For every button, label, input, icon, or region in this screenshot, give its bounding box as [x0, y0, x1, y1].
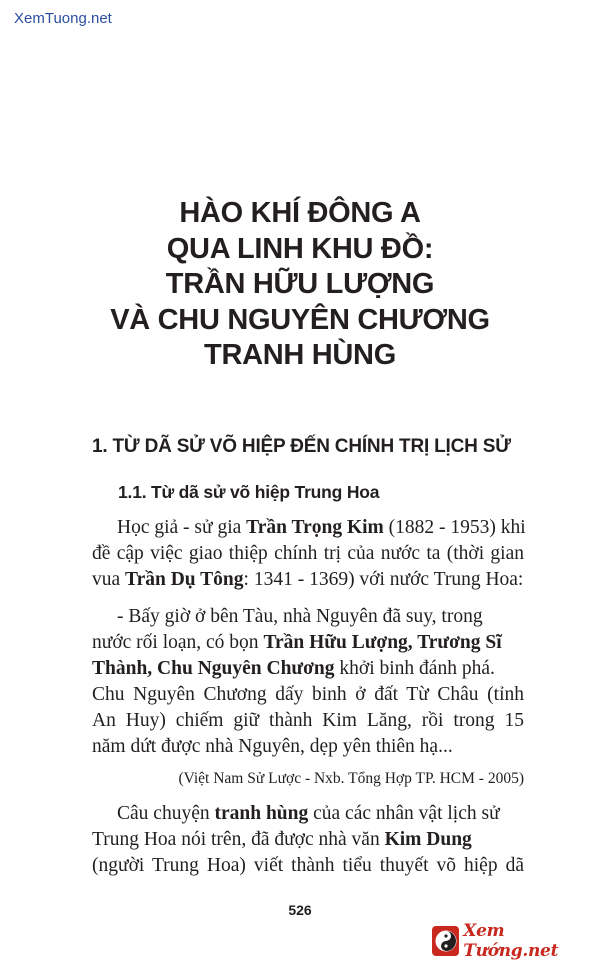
citation: (Việt Nam Sử Lược - Nxb. Tổng Hợp TP. HCM - 2005)	[178, 770, 524, 787]
bold-name: Trần Hữu Lượng, Trương Sĩ	[263, 632, 502, 653]
bold-name: Kim Dung	[384, 829, 472, 850]
text-line: - Bấy giờ ở bên Tàu, nhà Nguyên đã suy, trong	[117, 606, 483, 627]
text-run: Học giả - sử gia	[117, 517, 247, 538]
bold-name: Trần Trọng Kim	[246, 517, 384, 538]
text-line	[92, 630, 502, 656]
text-line	[117, 515, 526, 541]
text-line: (người Trung Hoa) viết thành tiểu thuyết võ hiệp dã	[92, 855, 524, 876]
chapter-title	[0, 196, 600, 374]
text-run: Trung Hoa nói trên, đã được nhà văn	[92, 829, 385, 850]
text-run: : 1341 - 1369) với nước Trung Hoa:	[243, 569, 524, 590]
yin-yang-icon	[432, 926, 459, 956]
bold-name: Trần Dụ Tông	[125, 569, 244, 590]
text-line	[92, 656, 495, 682]
text-line	[117, 801, 500, 827]
title-line: TRẦN HỮU LƯỢNG	[165, 268, 435, 300]
text-run: (1882 - 1953) khi	[383, 517, 526, 538]
site-logo	[432, 920, 592, 962]
text-run: khởi binh đánh phá.	[334, 658, 495, 679]
text-run: Câu chuyện	[117, 803, 215, 824]
title-line: VÀ CHU NGUYÊN CHƯƠNG	[110, 303, 490, 336]
text-line: năm dứt được nhà Nguyên, dẹp yên thiên hạ...	[92, 736, 453, 757]
bold-name: Thành, Chu Nguyên Chương	[92, 658, 335, 679]
text-line: Chu Nguyên Chương dấy binh ở đất Từ Châu (tỉnh	[92, 684, 524, 705]
title-line: QUA LINH KHU ĐỒ:	[166, 232, 434, 265]
text-run: của các nhân vật lịch sử	[308, 803, 500, 824]
text-line: đề cập việc giao thiệp chính trị của nước ta (thời gian	[92, 543, 524, 564]
title-line: TRANH HÙNG	[204, 339, 396, 371]
logo-text: Xem Tướng.net	[463, 921, 559, 961]
text-line	[92, 567, 523, 593]
text-line: An Huy) chiếm giữ thành Kim Lăng, rồi trong 15	[92, 710, 524, 731]
watermark-top: XemTuong.net	[14, 10, 112, 27]
title-line: HÀO KHÍ ĐÔNG A	[179, 197, 421, 229]
text-run: vua	[92, 569, 126, 590]
bold-name: tranh hùng	[214, 803, 309, 824]
section-heading: 1. TỪ DÃ SỬ VÕ HIỆP ĐẾN CHÍNH TRỊ LỊCH SỬ	[92, 436, 511, 457]
text-line	[92, 827, 472, 853]
subsection-heading: 1.1. Từ dã sử võ hiệp Trung Hoa	[118, 482, 380, 502]
text-run: nước rối loạn, có bọn	[92, 632, 264, 653]
page-number: 526	[288, 902, 312, 918]
